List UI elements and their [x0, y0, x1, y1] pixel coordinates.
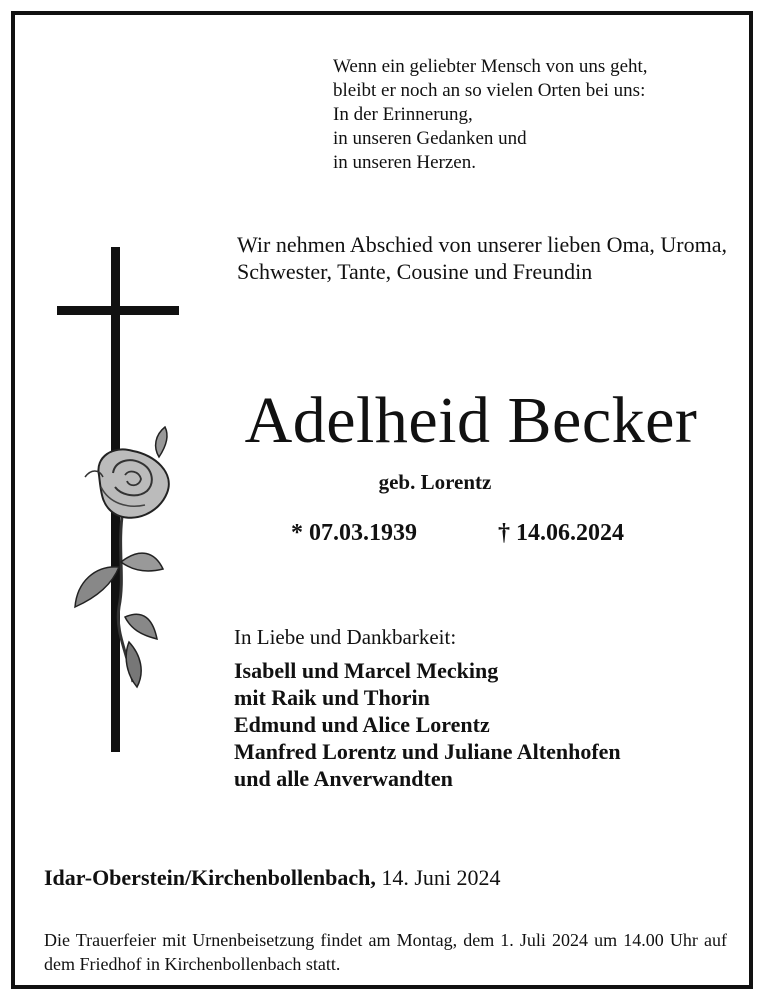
mourner-line: und alle Anverwandten: [234, 766, 453, 791]
poem-line: in unseren Gedanken und: [333, 128, 527, 149]
poem-line: bleibt er noch an so vielen Orten bei uns:: [333, 80, 646, 101]
mourners-list: [234, 657, 621, 792]
birth-name: geb. Lorentz: [378, 470, 492, 494]
place-date-line: [44, 865, 501, 891]
service-notice: Die Trauerfeier mit Urnenbeisetzung findet am Montag, dem 1. Juli 2024 um 14.00 Uhr auf dem Friedhof in Kirchenbollenbach statt.: [44, 930, 727, 974]
cross-with-rose-icon: [55, 247, 185, 757]
date: 14. Juni 2024: [381, 865, 501, 890]
birth-date: * 07.03.1939: [291, 520, 417, 546]
poem-line: In der Erinnerung,: [333, 104, 473, 125]
mourner-line: Isabell und Marcel Mecking: [234, 658, 499, 683]
mourner-line: Manfred Lorentz und Juliane Altenhofen: [234, 739, 621, 764]
farewell-intro: Wir nehmen Abschied von unserer lieben Oma, Uroma, Schwester, Tante, Cousine und Freundin: [237, 232, 727, 284]
death-date: † 14.06.2024: [498, 520, 624, 546]
mourner-line: mit Raik und Thorin: [234, 685, 430, 710]
poem-line: Wenn ein geliebter Mensch von uns geht,: [333, 56, 648, 77]
deceased-name: Adelheid Becker: [244, 384, 698, 457]
poem: [333, 55, 743, 175]
obituary-frame: [11, 11, 753, 989]
mourners-lead: In Liebe und Dankbarkeit:: [234, 625, 457, 649]
place: Idar-Oberstein/Kirchenbollenbach,: [44, 865, 376, 890]
poem-line: in unseren Herzen.: [333, 152, 476, 173]
mourner-line: Edmund und Alice Lorentz: [234, 712, 490, 737]
